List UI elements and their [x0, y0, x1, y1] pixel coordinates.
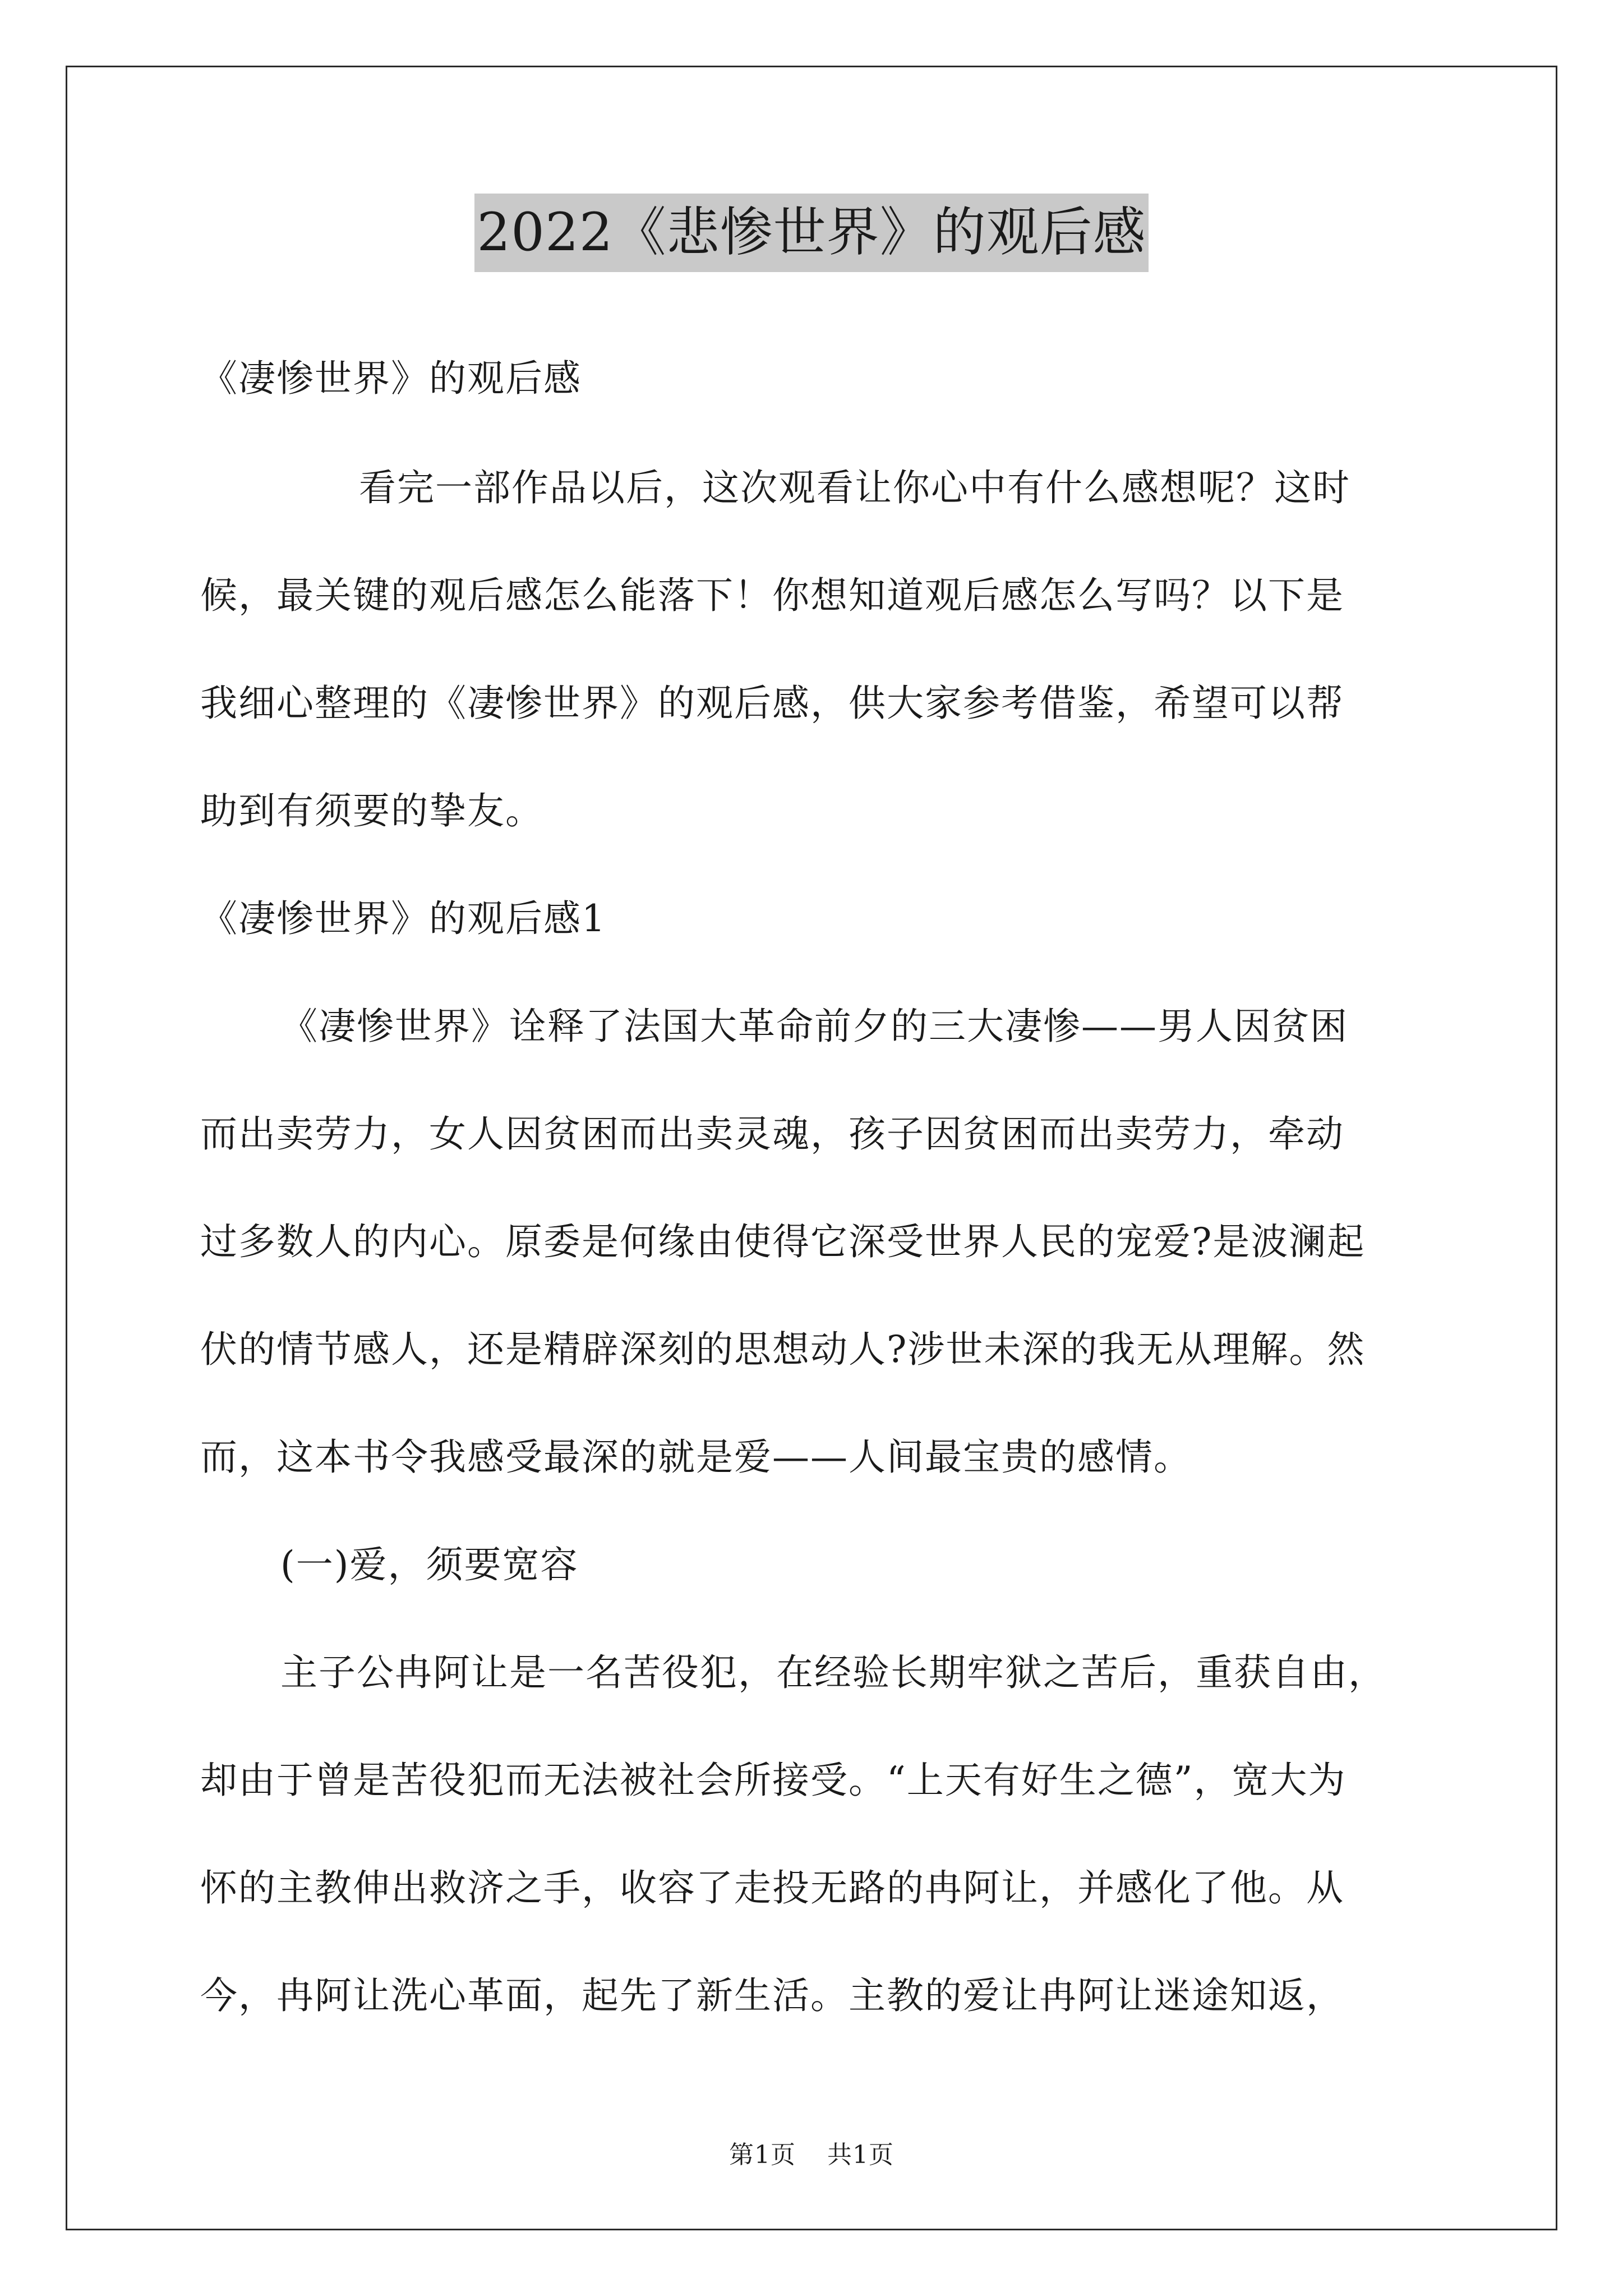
subsection-heading: (一)爱，须要宽容: [280, 1543, 579, 1586]
paragraph-line: 看完一部作品以后，这次观看让你心中有什么感想呢？这时: [359, 466, 1350, 509]
page-total: 共1页: [827, 2141, 894, 2169]
paragraph-line: 助到有须要的挚友。: [200, 789, 543, 832]
paragraph-line: 而，这本书令我感受最深的就是爱——人间最宝贵的感情。: [200, 1435, 1192, 1479]
title-container: [0, 194, 1623, 272]
paragraph-line: 而出卖劳力，女人因贫困而出卖灵魂，孩子因贫困而出卖劳力，牵动: [200, 1112, 1344, 1156]
paragraph-line: 今，冉阿让洗心革面，起先了新生活。主教的爱让冉阿让迷途知返，: [200, 1974, 1344, 2017]
paragraph-line: 却由于曾是苦役犯而无法被社会所接受。“上天有好生之德”，宽大为: [200, 1759, 1347, 1802]
document-title: 2022《悲惨世界》的观后感: [474, 194, 1148, 272]
paragraph-line: 怀的主教伸出救济之手，收容了走投无路的冉阿让，并感化了他。从: [200, 1866, 1344, 1910]
page-number: 第1页: [729, 2141, 796, 2169]
paragraph-line: 过多数人的内心。原委是何缘由使得它深受世界人民的宠爱?是波澜起: [200, 1220, 1366, 1263]
paragraph-line: 主子公冉阿让是一名苦役犯，在经验长期牢狱之苦后，重获自由，: [280, 1651, 1386, 1694]
paragraph-line: 《凄惨世界》诠释了法国大革命前夕的三大凄惨——男人因贫困: [280, 1005, 1348, 1048]
section-heading: 《凄惨世界》的观后感1: [200, 897, 606, 940]
paragraph-line: 我细心整理的《凄惨世界》的观后感，供大家参考借鉴，希望可以帮: [200, 682, 1344, 725]
paragraph-line: 伏的情节感人，还是精辟深刻的思想动人?涉世未深的我无从理解。然: [200, 1328, 1366, 1371]
paragraph-line: 候，最关键的观后感怎么能落下！你想知道观后感怎么写吗？以下是: [200, 574, 1344, 617]
page-footer: [0, 2138, 1623, 2172]
subtitle-line: 《凄惨世界》的观后感: [200, 357, 582, 400]
